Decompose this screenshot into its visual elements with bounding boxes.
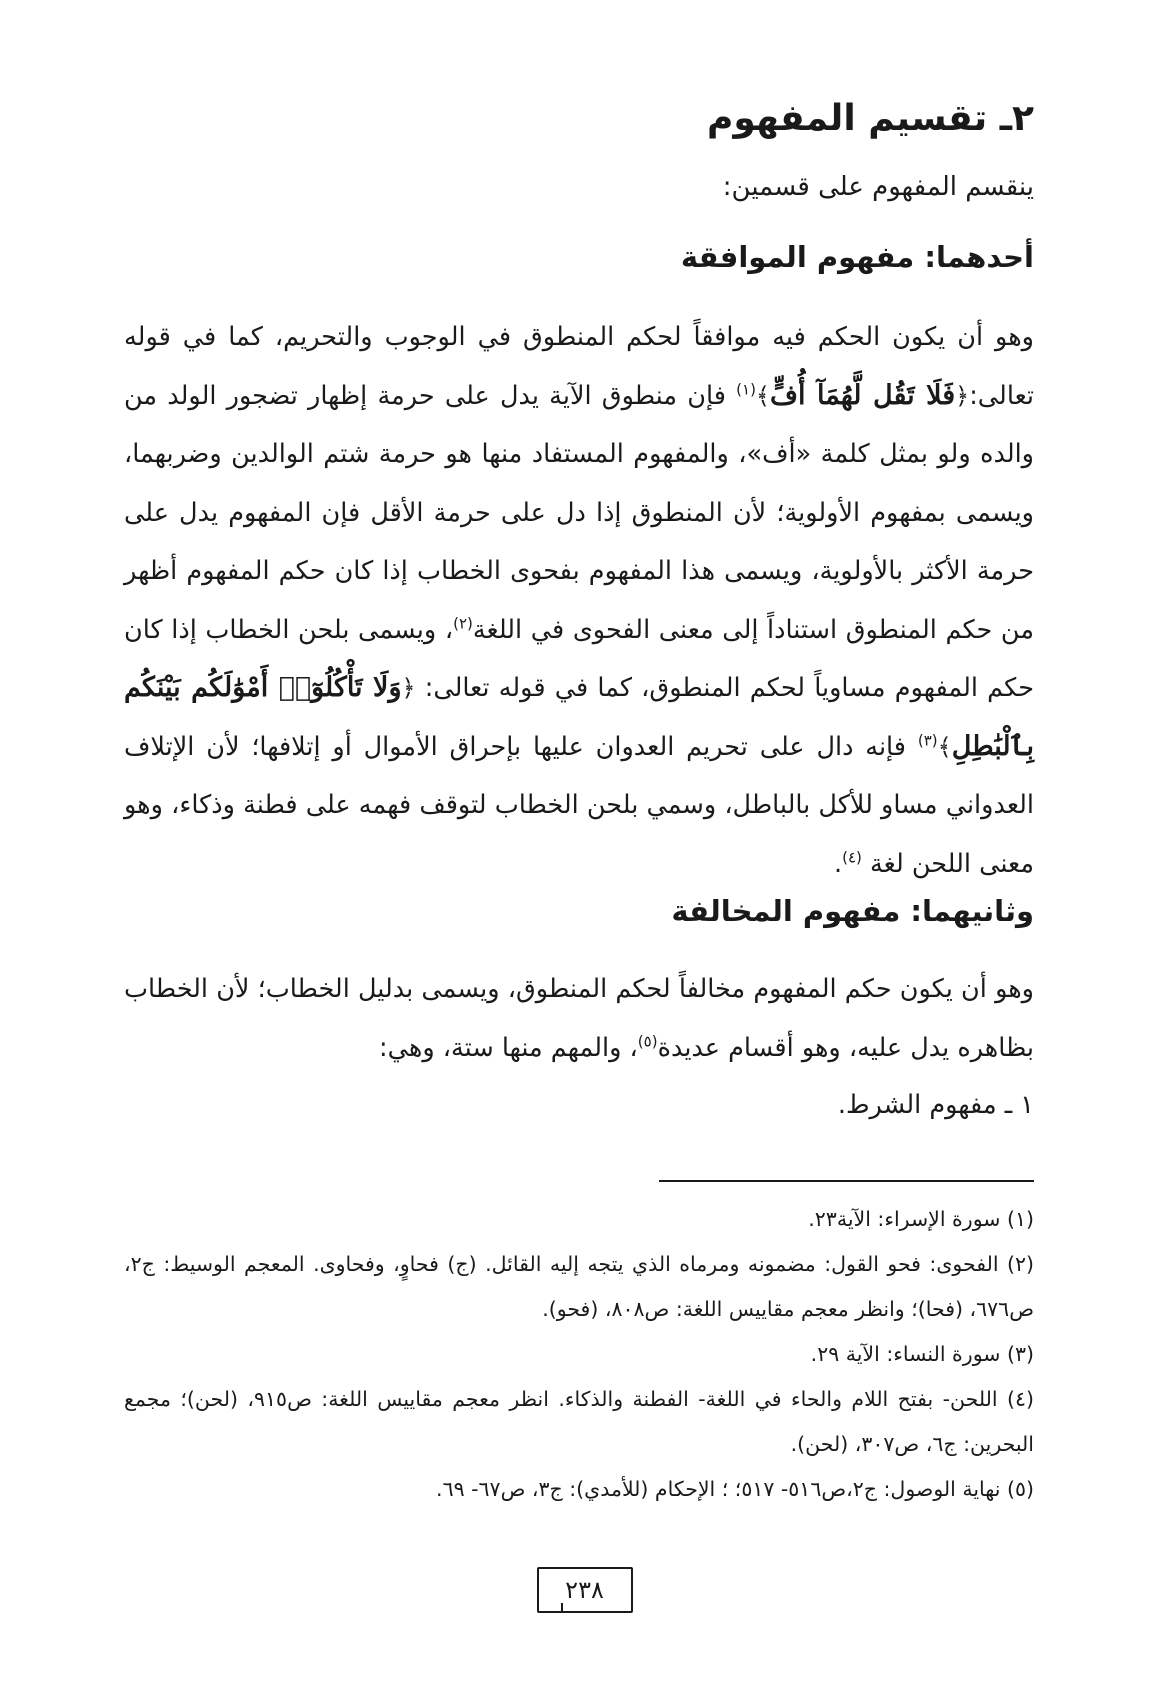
footnote-4: (٤) اللحن- بفتح اللام والحاء في اللغة- الفطنة والذكاء. انظر معجم مقاييس اللغة: ص٩١٥، (لحن)؛ مجمع البحرين: ج٦، ص٣٠٧، (لحن). [124, 1387, 1034, 1456]
footnote-divider [659, 1180, 1034, 1182]
footnote-1: (١) سورة الإسراء: الآية٢٣. [808, 1207, 1034, 1231]
paragraph-text: وهو أن يكون الحكم فيه موافقاً لحكم المنطوق في الوجوب والتحريم، كما في قوله تعالى: [124, 322, 1034, 411]
footnote-5: (٥) نهاية الوصول: ج٢،ص٥١٦- ٥١٧؛ ؛ الإحكام (للأمدي): ج٣، ص٦٧- ٦٩. [436, 1477, 1034, 1501]
quran-verse-2: وَلَا تَأْكُلُوٓا۟ أَمْوَٰلَكُم بَيْنَكُم بِٱلْبَٰطِلِ [124, 672, 1034, 762]
subheading-opposition: وثانيهما: مفهوم المخالفة [671, 894, 1034, 928]
paragraph-opposition [124, 960, 1034, 1077]
quran-bracket-close: ﴾ [755, 381, 770, 410]
footnote-ref-5: (٥) [637, 1032, 658, 1050]
footnote-3: (٣) سورة النساء: الآية ٢٩. [810, 1342, 1034, 1366]
footnotes [124, 1197, 1034, 1512]
footnote-2: (٢) الفحوى: فحو القول: مضمونه ومرماه الذي يتجه إليه القائل. (ج) فحاوٍ، وفحاوى. المعجم الوسيط: ج٢، ص٦٧٦، (فحا)؛ وانظر معجم مقاييس اللغة: ص٨٠٨، (فحو). [124, 1252, 1034, 1321]
paragraph-text: فإنه دال على تحريم العدوان عليها بإحراق الأموال أو إتلافها؛ لأن الإتلاف العدواني مساو للأكل بالباطل، وسمي بلحن الخطاب لتوقف فهمه على فطنة وذكاء، وهو معنى اللحن لغة [124, 731, 1034, 879]
footnote-ref-3: (٣) [917, 731, 938, 749]
quran-bracket-open: ﴿ [955, 381, 970, 410]
paragraph-text: فإن منطوق الآية يدل على حرمة إظهار تضجور الولد من والده ولو بمثل كلمة «أف»، والمفهوم المستفاد منها هو حرمة شتم الوالدين وضربهما، ويسمى بمفهوم الأولوية؛ لأن المنطوق إذا دل على حرمة الأقل فإن المفهوم يدل على حرمة الأكثر بالأولوية، ويسمى هذا المفهوم بفحوى الخطاب إذا كان حكم المفهوم أظهر من حكم المنطوق استناداً إلى معنى الفحوى في اللغة [124, 380, 1035, 645]
paragraph-agreement [124, 308, 1034, 893]
section-title: ٢ـ تقسيم المفهوم [707, 98, 1034, 139]
paragraph-text: وهو أن يكون حكم المفهوم مخالفاً لحكم المنطوق، ويسمى بدليل الخطاب؛ لأن الخطاب بظاهره يدل عليه، وهو أقسام عديدة [124, 974, 1034, 1063]
intro-text: ينقسم المفهوم على قسمين: [722, 172, 1034, 202]
paragraph-text: . [833, 848, 843, 879]
paragraph-text: ، والمهم منها ستة، وهي: [379, 1032, 638, 1063]
list-item-condition: ١ ـ مفهوم الشرط. [837, 1090, 1034, 1120]
paragraph-text: ، ويسمى بلحن الخطاب إذا كان حكم المفهوم مساوياً لحكم المنطوق، كما في قوله تعالى: [124, 614, 1034, 703]
footnote-ref-2: (٢) [453, 614, 473, 632]
quran-bracket-close: ﴾ [937, 732, 952, 761]
quran-verse-1: فَلَا تَقُل لَّهُمَآ أُفٍّ [769, 379, 956, 411]
footnote-ref-1: (١) [736, 380, 756, 398]
footnote-ref-4: (٤) [842, 848, 862, 866]
subheading-agreement: أحدهما: مفهوم الموافقة [680, 240, 1034, 274]
page-number: ٢٣٨ [537, 1567, 633, 1613]
quran-bracket-open: ﴿ [401, 674, 416, 702]
